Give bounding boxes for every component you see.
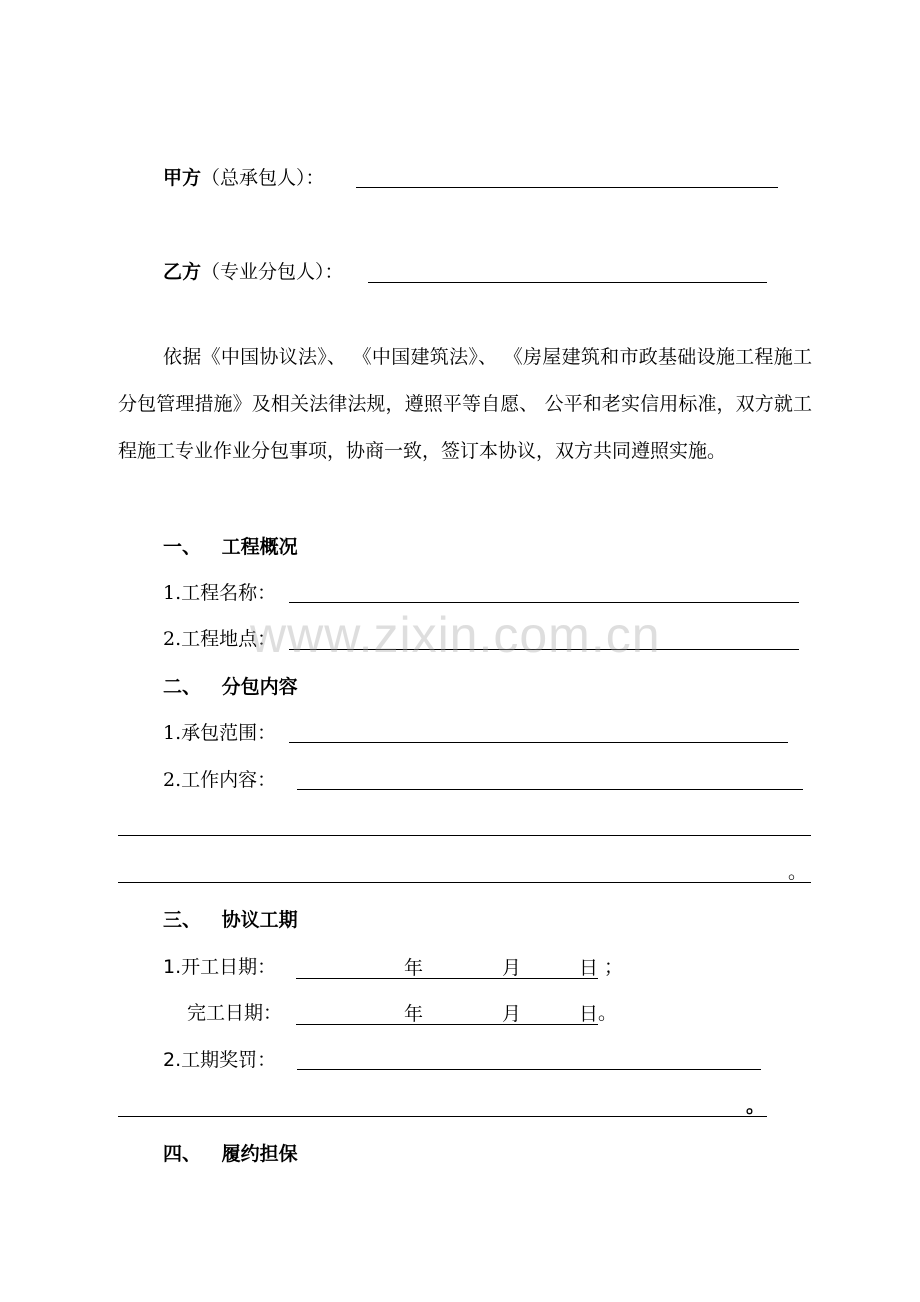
start-month-label: 月 xyxy=(502,957,522,979)
work-content-blank-2[interactable] xyxy=(118,835,811,836)
start-day-label: 日 xyxy=(579,957,599,979)
end-year-label: 年 xyxy=(404,1003,424,1025)
section-2-heading: 二、 分包内容 xyxy=(163,676,298,698)
party-a-role: （总承包人）： xyxy=(201,167,325,189)
party-b-label: 乙方 xyxy=(163,261,202,283)
schedule-reward-label: 2.工期奖罚： xyxy=(163,1049,277,1071)
work-content-end-mark: 。 xyxy=(788,861,808,883)
watermark: www.zixin.com.cn xyxy=(250,607,661,663)
schedule-reward-blank-2[interactable] xyxy=(118,1116,767,1117)
project-name-blank[interactable] xyxy=(289,602,799,603)
work-content-label: 2.工作内容： xyxy=(163,769,277,791)
party-b-line xyxy=(163,260,344,284)
schedule-reward-blank[interactable] xyxy=(297,1069,761,1070)
section-3-heading: 三、 协议工期 xyxy=(163,909,298,931)
party-b-blank[interactable] xyxy=(368,282,767,283)
start-date-field[interactable] xyxy=(296,955,623,979)
start-date-tail: ； xyxy=(604,956,624,978)
party-a-blank[interactable] xyxy=(356,187,778,188)
section-1-heading: 一、 工程概况 xyxy=(163,536,298,558)
end-date-tail: 。 xyxy=(598,1002,618,1024)
intro-paragraph: 依据《中国协议法》、 《中国建筑法》、 《房屋建筑和市政基础设施工程施工分包管理措施》及相关法律法规，遵照平等自愿、 公平和老实信用标准，双方就工程施工专业作业分包事项，协商一致，签订本协议，双方共同遵照实施。 xyxy=(118,346,812,462)
work-content-blank-3[interactable] xyxy=(118,882,811,883)
party-a-line xyxy=(163,166,325,190)
end-date-label: 完工日期： xyxy=(187,1002,283,1024)
end-month-label: 月 xyxy=(502,1003,522,1025)
start-date-label: 1.开工日期： xyxy=(163,956,277,978)
section-4-heading: 四、 履约担保 xyxy=(163,1143,298,1165)
project-location-label: 2.工程地点： xyxy=(163,628,277,650)
scope-blank[interactable] xyxy=(289,742,788,743)
start-year-label: 年 xyxy=(404,957,424,979)
party-a-label: 甲方 xyxy=(163,167,202,189)
end-date-field[interactable] xyxy=(296,1001,617,1025)
scope-label: 1.承包范围： xyxy=(163,722,277,744)
end-day-label: 日 xyxy=(579,1003,599,1025)
project-name-label: 1.工程名称： xyxy=(163,582,277,604)
schedule-reward-end-mark: 。 xyxy=(746,1095,766,1117)
work-content-blank[interactable] xyxy=(297,789,803,790)
party-b-role: （专业分包人）： xyxy=(201,261,344,283)
